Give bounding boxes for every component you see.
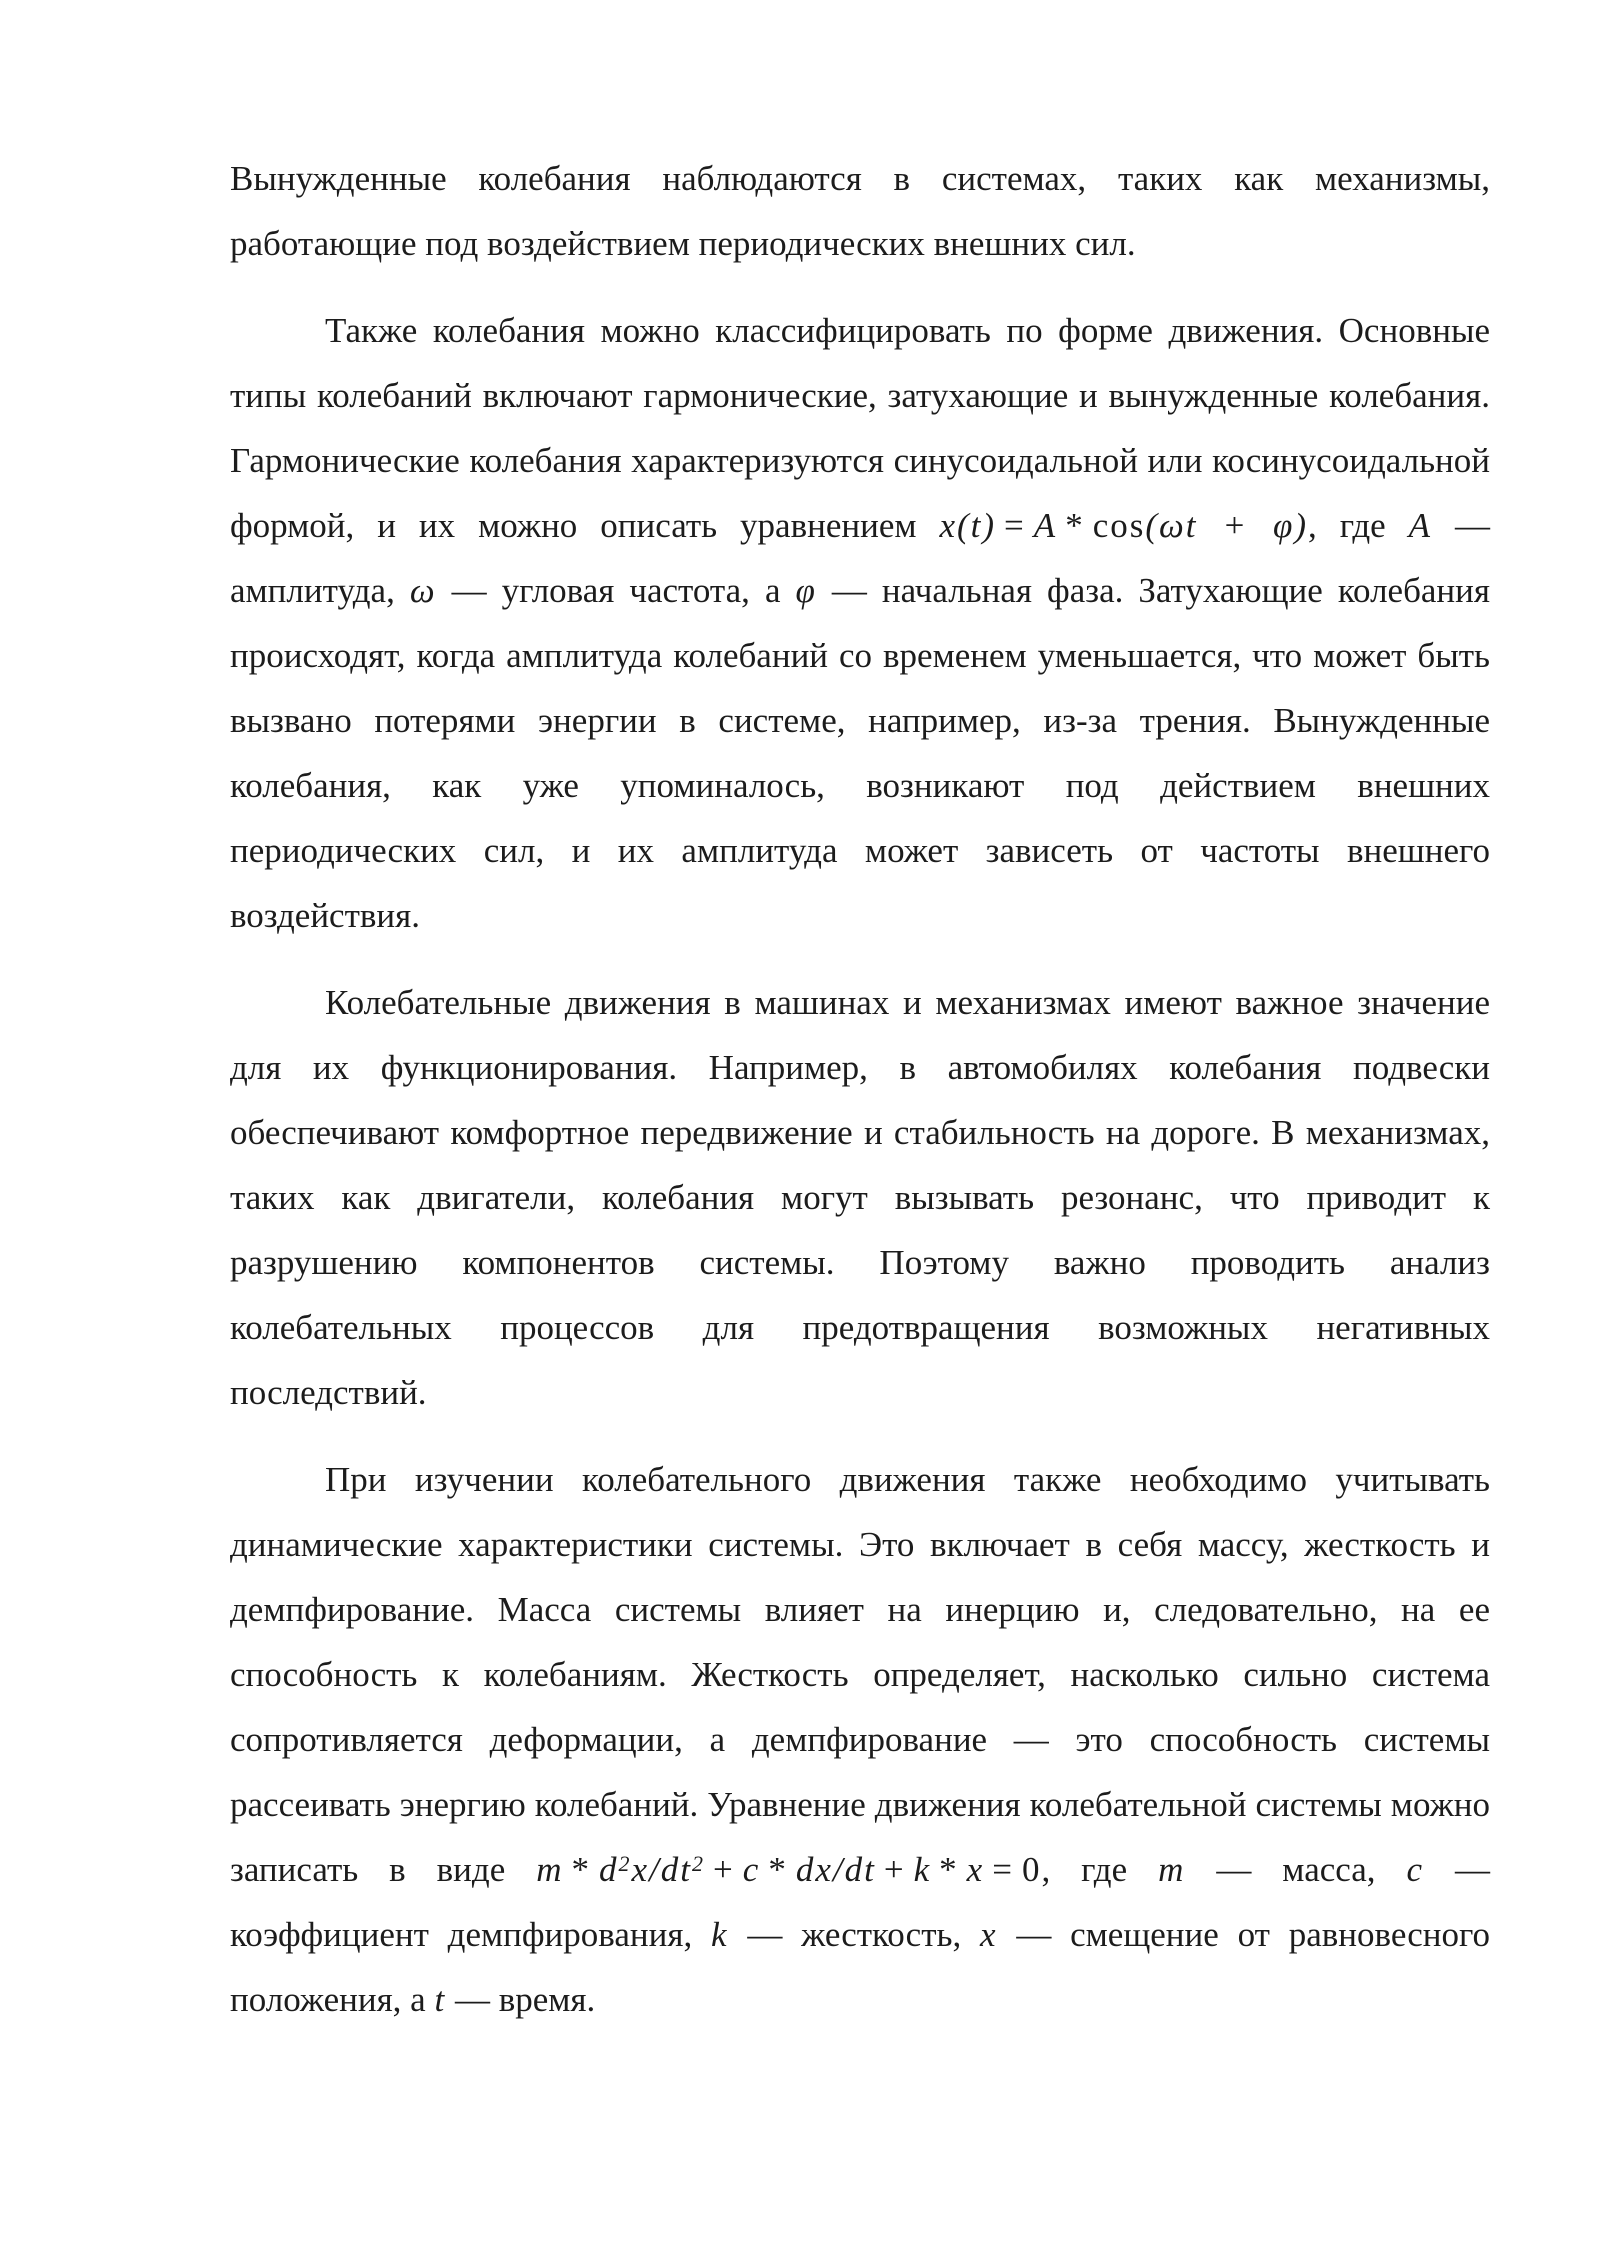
formula-cos: cos — [1092, 506, 1146, 545]
formula-argument: (ωt + φ) — [1145, 506, 1308, 545]
eq-x: x — [631, 1850, 650, 1889]
formula-equals: = — [1004, 506, 1026, 545]
eq-zero: 0 — [1021, 1850, 1042, 1889]
eq-superscript: 2 — [692, 1851, 706, 1876]
paragraph-oscillation-types — [230, 298, 1490, 948]
paragraph-text: — начальная фаза. Затухающие колебания происходят, когда амплитуда колебаний со временем уменьшается, что может быть вызвано потерями энергии в системе, например, из-за трения. Вынужденные колебания, как уже упоминалось, возникают под действием внешних периодических сил, и их амплитуда может зависеть от частоты внешнего воздействия. — [230, 571, 1490, 935]
symbol-amplitude: A — [1408, 506, 1433, 545]
eq-multiply: * — [571, 1850, 592, 1889]
symbol-omega: ω — [409, 571, 437, 610]
paragraph-text: — амплитуда, — [230, 506, 1490, 610]
eq-superscript: 2 — [618, 1851, 632, 1876]
document-page — [230, 146, 1490, 2054]
paragraph-text: Вынужденные колебания наблюдаются в системах, таких как механизмы, работающие под воздействием периодических внешних сил. — [230, 159, 1490, 263]
paragraph-text: — жесткость, — [728, 1915, 980, 1954]
formula-amplitude: A — [1033, 506, 1058, 545]
paragraph-text: , где — [1041, 1850, 1159, 1889]
eq-dt: dt — [844, 1850, 876, 1889]
eq-dt: dt — [660, 1850, 693, 1889]
paragraph-text: Колебательные движения в машинах и механизмах имеют важное значение для их функционирования. Например, в автомобилях колебания подвески обеспечивают комфортное передвижение и стабильность на дороге. В механизмах, таких как двигатели, колебания могут вызывать резонанс, что приводит к разрушению компонентов системы. Поэтому важно проводить анализ колебательных процессов для предотвращения возможных негативных последствий. — [230, 983, 1490, 1412]
eq-multiply: * — [939, 1850, 959, 1889]
eq-d: d — [599, 1850, 619, 1889]
eq-stiffness: k — [913, 1850, 932, 1889]
paragraph-text: Также колебания можно классифицировать по форме движения. Основные типы колебаний включают гармонические, затухающие и вынужденные колебания. Гармонические колебания характеризуются синусоидальной или косинусоидальной формой, и их можно описать уравнением — [230, 311, 1490, 545]
paragraph-dynamics — [230, 1447, 1490, 2032]
symbol-displacement: x — [979, 1915, 998, 1954]
eq-slash: / — [649, 1850, 661, 1889]
symbol-time: t — [434, 1980, 447, 2019]
symbol-phi: φ — [795, 571, 817, 610]
formula-equation-of-motion — [536, 1850, 1041, 1889]
paragraph-text: — смещение от равновесного положения, а — [230, 1915, 1490, 2019]
eq-plus: + — [713, 1850, 735, 1889]
eq-x: x — [966, 1850, 985, 1889]
paragraph-text: — угловая частота, а — [436, 571, 796, 610]
eq-mass: m — [536, 1850, 564, 1889]
eq-plus: + — [883, 1850, 906, 1889]
paragraph-text: — коэффициент демпфирования, — [230, 1850, 1490, 1954]
eq-slash: / — [832, 1850, 845, 1889]
paragraph-text: — масса, — [1185, 1850, 1407, 1889]
symbol-damping: c — [1406, 1850, 1425, 1889]
symbol-mass: m — [1158, 1850, 1186, 1889]
paragraph-machines — [230, 970, 1490, 1425]
paragraph-text: При изучении колебательного движения также необходимо учитывать динамические характеристики системы. Это включает в себя массу, жесткость и демпфирование. Масса системы влияет на инерцию и, следовательно, на ее способность к колебаниям. Жесткость определяет, насколько сильно система сопротивляется деформации, а демпфирование — это способность системы рассеивать энергию колебаний. Уравнение движения колебательной системы можно записать в виде — [230, 1460, 1490, 1889]
eq-equals: = — [992, 1850, 1014, 1889]
eq-multiply: * — [768, 1850, 788, 1889]
paragraph-forced-oscillations — [230, 146, 1490, 276]
paragraph-text: , где — [1308, 506, 1409, 545]
formula-lhs: x(t) — [939, 506, 997, 545]
eq-damping: c — [742, 1850, 761, 1889]
paragraph-text: — время. — [446, 1980, 596, 2019]
eq-dx: dx — [795, 1850, 833, 1889]
symbol-stiffness: k — [710, 1915, 729, 1954]
formula-harmonic — [939, 506, 1308, 545]
formula-multiply: * — [1065, 506, 1085, 545]
